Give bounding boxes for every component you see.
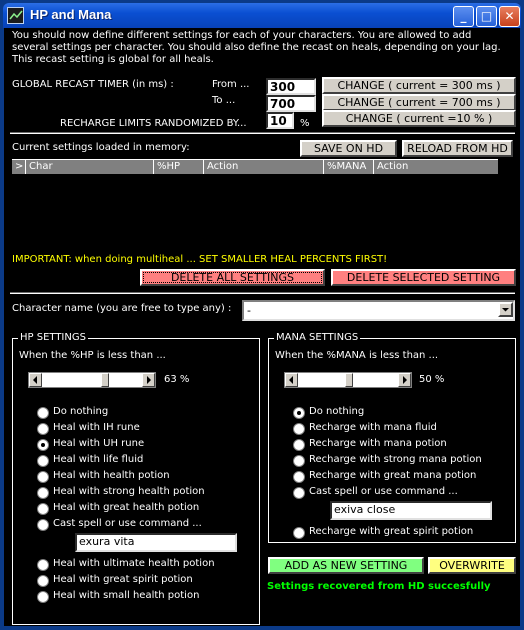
recast-from-input[interactable]: 300 — [266, 78, 316, 95]
hp-option-label-1[interactable]: Heal with IH rune — [53, 422, 140, 433]
character-value: - — [247, 304, 251, 317]
hp-radio-5[interactable] — [37, 487, 49, 499]
hp-option-label-6[interactable]: Heal with great health potion — [53, 502, 200, 513]
app-icon — [7, 7, 24, 24]
mana-option-label-6[interactable]: Recharge with great spirit potion — [309, 526, 474, 537]
delete-selected-setting-button[interactable]: DELETE SELECTED SETTING — [331, 269, 516, 286]
settings-grid-header — [12, 159, 498, 174]
client-area — [4, 28, 520, 626]
hp-option-label-4[interactable]: Heal with health potion — [53, 470, 170, 481]
intro-text: You should now define different settings for each of your characters. You are allowed to add several settings per character. You should also define the recast on heals, depending on your lag. This recast setting is global for all heals. — [12, 30, 501, 65]
percent-sign: % — [300, 118, 310, 129]
save-on-hd-button[interactable]: SAVE ON HD — [300, 140, 397, 157]
hp-radio-3[interactable] — [37, 455, 49, 467]
hp-slider-value: 63 % — [164, 374, 190, 385]
hp-option-label-7[interactable]: Cast spell or use command ... — [53, 518, 202, 529]
add-new-setting-button[interactable]: ADD AS NEW SETTING — [268, 557, 424, 574]
title-bar[interactable] — [3, 3, 521, 28]
chevron-down-icon — [500, 304, 511, 315]
separator — [10, 292, 515, 294]
mana-slider-thumb[interactable] — [345, 373, 353, 387]
recast-to-label: To ... — [212, 95, 236, 106]
grid-col-hp[interactable]: %HP — [154, 160, 204, 174]
mana-option-label-0[interactable]: Do nothing — [309, 406, 365, 417]
maximize-button[interactable] — [476, 6, 497, 27]
hp-spell-input[interactable]: exura vita — [75, 533, 237, 552]
hp-radio-0[interactable] — [37, 407, 49, 419]
arrow-left-icon — [30, 374, 41, 386]
grid-col-action-hp[interactable]: Action — [204, 160, 324, 174]
change-to-button[interactable]: CHANGE ( current = 700 ms ) — [322, 94, 516, 111]
hp-radio-1[interactable] — [37, 423, 49, 435]
mana-slider-right-arrow[interactable] — [398, 373, 411, 387]
mana-radio-0[interactable] — [293, 407, 305, 419]
combo-dropdown-button[interactable] — [498, 302, 513, 317]
grid-col-indicator[interactable]: > — [12, 160, 26, 174]
arrow-left-icon — [286, 374, 297, 386]
mana-radio-4[interactable] — [293, 471, 305, 483]
grid-col-char[interactable]: Char — [26, 160, 154, 174]
hp-option-label-8[interactable]: Heal with ultimate health potion — [53, 558, 215, 569]
hp-group-title: HP SETTINGS — [20, 332, 86, 343]
arrow-right-icon — [143, 374, 154, 386]
delete-all-settings-button[interactable]: DELETE ALL SETTINGS — [140, 269, 325, 286]
hp-option-label-2[interactable]: Heal with UH rune — [53, 438, 145, 449]
hp-radio-9[interactable] — [37, 575, 49, 587]
settings-grid-body[interactable] — [12, 174, 498, 254]
close-button[interactable] — [499, 6, 520, 27]
hp-option-label-5[interactable]: Heal with strong health potion — [53, 486, 205, 497]
recast-label: GLOBAL RECAST TIMER (in ms) : — [12, 79, 174, 90]
recast-from-label: From ... — [212, 79, 250, 90]
separator — [10, 132, 515, 134]
mana-group-title: MANA SETTINGS — [276, 332, 359, 343]
mana-option-label-5[interactable]: Cast spell or use command ... — [309, 486, 458, 497]
hp-option-label-3[interactable]: Heal with life fluid — [53, 454, 144, 465]
hp-radio-2[interactable] — [37, 439, 49, 451]
hp-radio-4[interactable] — [37, 471, 49, 483]
change-randomize-button[interactable]: CHANGE ( current =10 % ) — [322, 110, 516, 127]
mana-condition-label: When the %MANA is less than ... — [275, 350, 439, 361]
important-note: IMPORTANT: when doing multiheal ... SET SMALLER HEAL PERCENTS FIRST! — [12, 254, 388, 265]
minimize-icon: _ — [460, 9, 467, 23]
hp-option-label-9[interactable]: Heal with great spirit potion — [53, 574, 193, 585]
character-combo[interactable] — [242, 300, 515, 321]
hp-slider-thumb[interactable] — [101, 373, 109, 387]
mana-slider-value: 50 % — [419, 374, 445, 385]
mana-threshold-slider[interactable] — [284, 372, 412, 388]
change-from-button[interactable]: CHANGE ( current = 300 ms ) — [322, 77, 516, 94]
character-label: Character name (you are free to type any) : — [12, 303, 232, 314]
overwrite-button[interactable]: OVERWRITE — [428, 557, 516, 574]
mana-slider-left-arrow[interactable] — [285, 373, 298, 387]
grid-col-mana[interactable]: %MANA — [324, 160, 374, 174]
window-title: HP and Mana — [30, 7, 112, 22]
hp-option-label-10[interactable]: Heal with small health potion — [53, 590, 200, 601]
close-icon: ✕ — [504, 9, 515, 23]
mana-radio-6[interactable] — [293, 527, 305, 539]
reload-from-hd-button[interactable]: RELOAD FROM HD — [402, 140, 513, 157]
hp-option-label-0[interactable]: Do nothing — [53, 406, 109, 417]
randomize-label: RECHARGE LIMITS RANDOMIZED BY... — [60, 118, 247, 129]
maximize-icon: □ — [480, 9, 493, 23]
mana-radio-2[interactable] — [293, 439, 305, 451]
hp-slider-right-arrow[interactable] — [142, 373, 155, 387]
hp-radio-6[interactable] — [37, 503, 49, 515]
minimize-button[interactable] — [453, 6, 474, 27]
recast-to-input[interactable]: 700 — [266, 95, 316, 112]
grid-col-action-mana[interactable]: Action — [377, 161, 409, 172]
hp-radio-7[interactable] — [37, 519, 49, 531]
hp-slider-left-arrow[interactable] — [29, 373, 42, 387]
mana-radio-5[interactable] — [293, 487, 305, 499]
hp-radio-10[interactable] — [37, 591, 49, 603]
hp-threshold-slider[interactable] — [28, 372, 156, 388]
mana-option-label-4[interactable]: Recharge with great mana potion — [309, 470, 477, 481]
hp-radio-8[interactable] — [37, 559, 49, 571]
arrow-right-icon — [399, 374, 410, 386]
status-message: Settings recovered from HD succesfully — [267, 581, 491, 592]
settings-label: Current settings loaded in memory: — [12, 142, 190, 153]
mana-option-label-2[interactable]: Recharge with mana potion — [309, 438, 447, 449]
mana-spell-input[interactable]: exiva close — [330, 501, 492, 520]
mana-radio-3[interactable] — [293, 455, 305, 467]
mana-option-label-1[interactable]: Recharge with mana fluid — [309, 422, 437, 433]
hp-condition-label: When the %HP is less than ... — [19, 350, 166, 361]
randomize-input[interactable]: 10 — [266, 112, 294, 129]
mana-option-label-3[interactable]: Recharge with strong mana potion — [309, 454, 482, 465]
mana-radio-1[interactable] — [293, 423, 305, 435]
